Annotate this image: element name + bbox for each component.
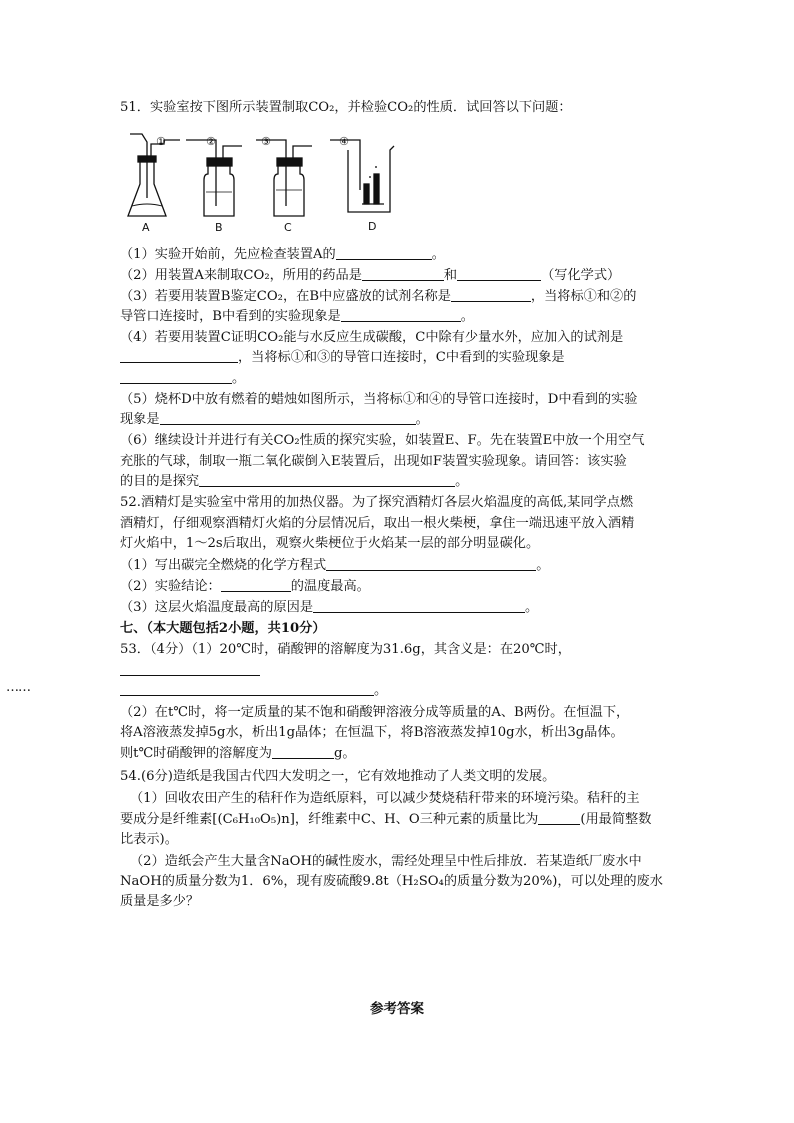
q52-part2: （2）实验结论： 的温度最高。 — [120, 579, 370, 594]
q52-stem-1: 52.酒精灯是实验室中常用的加热仪器。为了探究酒精灯各层火焰温度的高低,某同学点燃 — [120, 495, 634, 510]
tube-label-1: ① — [156, 135, 166, 148]
answer-blank[interactable] — [336, 245, 432, 260]
device-label-a: A — [142, 221, 150, 234]
q51-part4: （4）若要用装置C证明CO₂能与水反应生成碳酸，C中除有少量水外，应加入的试剂是 — [120, 330, 624, 345]
q54-part1-cont: 要成分是纤维素[(C₆H₁₀O₅)n]，纤维素中C、H、O三种元素的质量比为 (用最简整数 — [120, 812, 652, 827]
q52-stem-2: 酒精灯，仔细观察酒精灯火焰的分层情况后，取出一根火柴梗，拿住一端迅速平放入酒精 — [120, 516, 635, 531]
q51-part2: （2）用装置A来制取CO₂，所用的药品是 和 （写化学式） — [120, 268, 621, 283]
q53-stem: 53．（4分）（1）20℃时，硝酸钾的溶解度为31.6g，其含义是：在20℃时， — [120, 642, 571, 657]
answer-blank[interactable] — [120, 348, 238, 363]
answer-blank[interactable] — [341, 307, 461, 322]
q54-part1: （1）回收农田产生的秸秆作为造纸原料，可以减少焚烧秸秆带来的环境污染。秸秆的主 — [130, 791, 640, 806]
answer-blank[interactable] — [457, 266, 541, 281]
section-heading: 七、（本大题包括2小题，共10分） — [120, 621, 326, 636]
q53-part2-cont: 将A溶液蒸发掉5g水，析出1g晶体；在恒温下，将B溶液蒸发掉10g水，析出3g晶体。 — [120, 725, 624, 740]
tube-label-4: ④ — [339, 135, 349, 148]
answer-blank[interactable] — [120, 661, 260, 676]
q52-part1: （1）写出碳完全燃烧的化学方程式 。 — [120, 558, 550, 573]
answer-blank[interactable] — [313, 598, 525, 613]
answer-heading: 参考答案 — [370, 1001, 424, 1017]
apparatus-figure — [118, 128, 418, 236]
q54-part2: （2）造纸会产生大量含NaOH的碱性废水，需经处理呈中性后排放．若某造纸厂废水中 — [130, 854, 642, 869]
q53-part2-end: 则t℃时硝酸钾的溶解度为 g。 — [120, 746, 356, 761]
q51-stem: 51．实验室按下图所示装置制取CO₂，并检验CO₂的性质．试回答以下问题： — [120, 100, 572, 115]
answer-blank[interactable] — [120, 369, 232, 384]
q53-blank-line-1 — [120, 661, 260, 681]
q51-part3: （3）若要用装置B鉴定CO₂，在B中应盛放的试剂名称是 ，当将标①和②的 — [120, 289, 637, 304]
q51-part5-cont: 现象是 。 — [120, 412, 429, 427]
tube-label-3: ③ — [261, 135, 271, 148]
answer-blank[interactable] — [451, 287, 531, 302]
answer-blank[interactable] — [538, 810, 580, 825]
q54-part2-end: 质量是多少？ — [120, 894, 200, 909]
q51-part1: （1）实验开始前，先应检查装置A的 。 — [120, 247, 445, 262]
q54-part2-cont: NaOH的质量分数为1．6%，现有废硫酸9.8t（H₂SO₄的质量分数为20%)，可以处理的废水 — [120, 874, 663, 889]
q51-part6-cont: 充胀的气球，制取一瓶二氧化碳倒入E装置后，出现如F装置实验现象。请回答：该实验 — [120, 454, 627, 469]
q53-part2: （2）在t℃时，将一定质量的某不饱和硝酸钾溶液分成等质量的A、B两份。在恒温下， — [120, 705, 630, 720]
margin-dots: …… — [6, 680, 30, 695]
answer-blank[interactable] — [120, 681, 374, 696]
q54-part1-end: 比表示)。 — [120, 832, 178, 847]
q52-part3: （3）这层火焰温度最高的原因是 。 — [120, 600, 539, 615]
answer-blank[interactable] — [326, 556, 536, 571]
q52-stem-3: 灯火焰中，1～2s后取出，观察火柴梗位于火焰某一层的部分明显碳化。 — [120, 536, 540, 551]
answer-blank[interactable] — [272, 744, 334, 759]
q51-part3-cont: 导管口连接时，B中看到的实验现象是 。 — [120, 309, 474, 324]
q54-stem: 54.(6分)造纸是我国古代四大发明之一，它有效地推动了人类文明的发展。 — [120, 769, 556, 784]
device-label-d: D — [368, 220, 377, 233]
q51-part4-cont: ，当将标①和③的导管口连接时，C中看到的实验现象是 — [120, 348, 565, 368]
q51-part6-end: 的目的是探究 。 — [120, 474, 469, 489]
answer-blank[interactable] — [221, 577, 291, 592]
answer-blank[interactable] — [362, 266, 444, 281]
q51-part4-end: 。 — [120, 369, 245, 389]
device-label-c: C — [284, 221, 292, 234]
device-label-b: B — [215, 221, 223, 234]
answer-blank[interactable] — [160, 410, 416, 425]
q51-part6: （6）继续设计并进行有关CO₂性质的探究实验，如装置E、F。先在装置E中放一个用空气 — [120, 433, 645, 448]
tube-label-2: ② — [206, 135, 216, 148]
answer-blank[interactable] — [199, 472, 455, 487]
q53-blank-line-2: 。 — [120, 681, 387, 701]
q51-part5: （5）烧杯D中放有燃着的蜡烛如图所示，当将标①和④的导管口连接时，D中看到的实验 — [120, 392, 638, 407]
